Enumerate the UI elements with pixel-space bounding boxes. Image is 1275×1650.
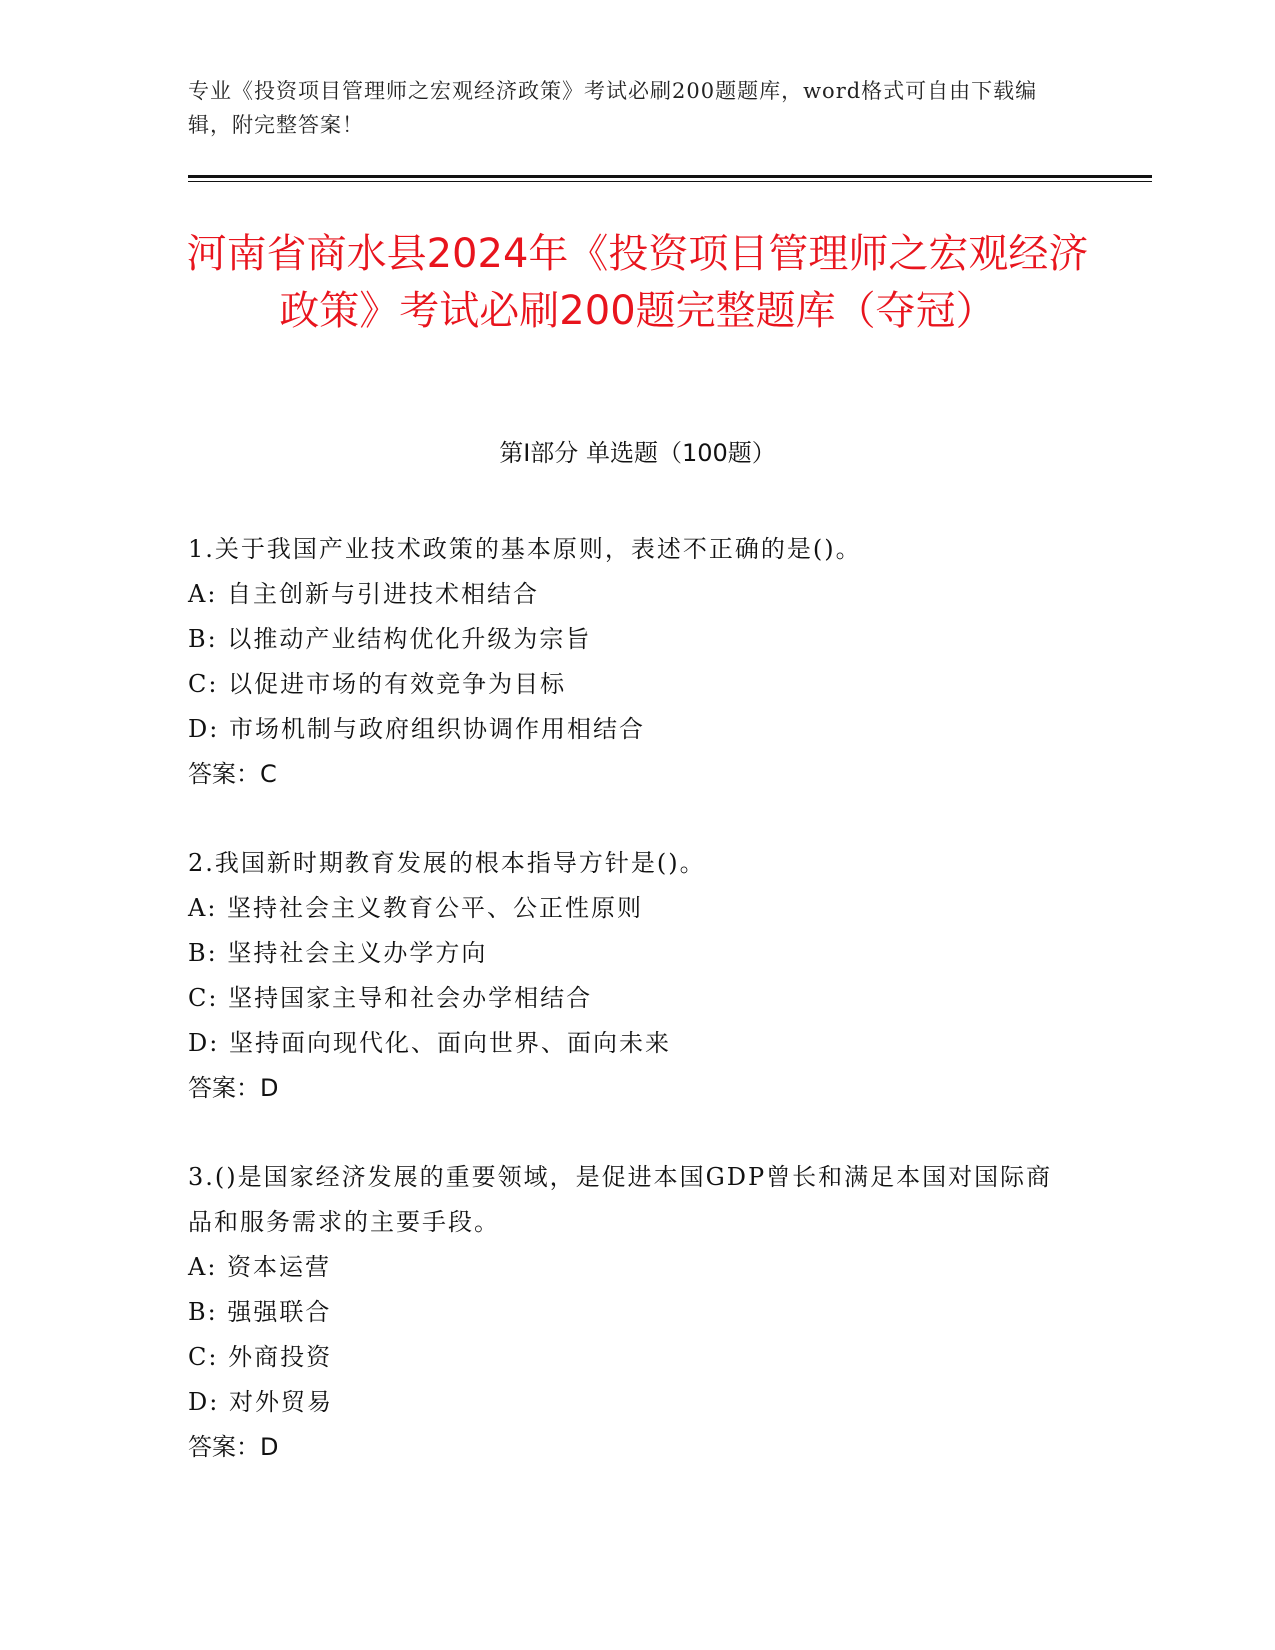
answer: 答案：C: [188, 760, 277, 788]
document-title: 河南省商水县2024年《投资项目管理师之宏观经济政策》考试必刷200题完整题库（夺冠）: [186, 231, 1089, 334]
header-note: 专业《投资项目管理师之宏观经济政策》考试必刷200题题库，word格式可自由下载编辑，附完整答案！: [188, 79, 1038, 137]
answer: 答案：D: [188, 1433, 279, 1461]
question-list: [188, 527, 1068, 1514]
question-1: [188, 527, 1068, 797]
option-c: C: 以促进市场的有效竞争为目标: [188, 670, 567, 698]
option-d: D: 坚持面向现代化、面向世界、面向未来: [188, 1029, 671, 1057]
question-2: [188, 841, 1068, 1111]
option-c: C: 坚持国家主导和社会办学相结合: [188, 984, 593, 1012]
header-rule-thick: [188, 175, 1152, 178]
header-rule-thin: [188, 181, 1152, 182]
answer: 答案：D: [188, 1074, 279, 1102]
section-heading: 第I部分 单选题（100题）: [499, 439, 776, 467]
option-d: D: 市场机制与政府组织协调作用相结合: [188, 715, 645, 743]
option-b: B: 强强联合: [188, 1298, 332, 1326]
option-a: A: 资本运营: [188, 1253, 332, 1281]
question-3: [188, 1155, 1068, 1470]
question-stem: 1.关于我国产业技术政策的基本原则，表述不正确的是()。: [188, 535, 862, 563]
option-c: C: 外商投资: [188, 1343, 333, 1371]
question-stem: 2.我国新时期教育发展的根本指导方针是()。: [188, 849, 706, 877]
option-d: D: 对外贸易: [188, 1388, 333, 1416]
option-b: B: 坚持社会主义办学方向: [188, 939, 488, 967]
option-a: A: 坚持社会主义教育公平、公正性原则: [188, 894, 644, 922]
question-stem: 3.()是国家经济发展的重要领域，是促进本国GDP曾长和满足本国对国际商品和服务需求的主要手段。: [188, 1163, 1053, 1236]
option-b: B: 以推动产业结构优化升级为宗旨: [188, 625, 592, 653]
option-a: A: 自主创新与引进技术相结合: [188, 580, 540, 608]
